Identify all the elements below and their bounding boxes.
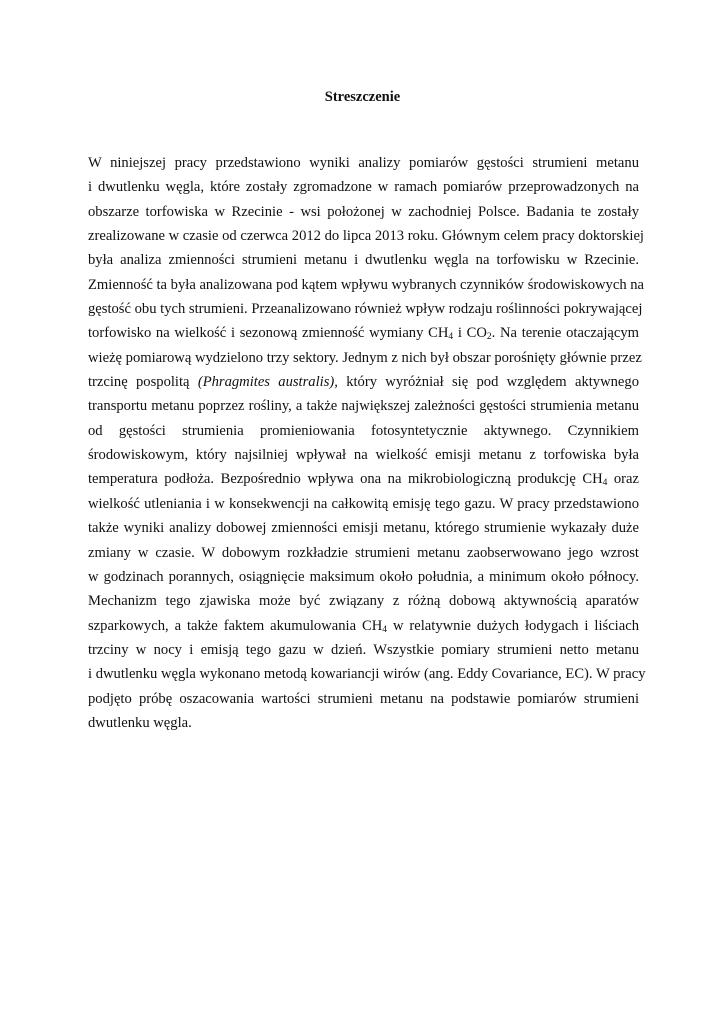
- text-line: W niniejszej pracy przedstawiono wyniki analizy pomiarów gęstości strumieni metanu: [88, 155, 639, 171]
- abstract-paragraph: [88, 151, 646, 735]
- text-line: od gęstości strumienia promieniowania fotosyntetycznie aktywnego. Czynnikiem: [88, 422, 639, 439]
- text-line: dwutlenku węgla.: [88, 714, 192, 731]
- species-name: (Phragmites australis),: [197, 374, 338, 391]
- text-line: trzcinę pospolitą (Phragmites australis), który wyróżniał się pod względem aktywnego: [88, 374, 639, 391]
- text-line: zrealizowane w czasie od czerwca 2012 do lipca 2013 roku. Głównym celem pracy doktorskiej: [88, 228, 644, 245]
- text-line: gęstość obu tych strumieni. Przeanalizowano również wpływ rodzaju roślinności pokrywającej: [88, 301, 643, 318]
- text-line: wieżę pomiarową wydzielono trzy sektory. Jednym z nich był obszar porośnięty głównie przez: [88, 349, 642, 366]
- subscript: 4: [382, 624, 388, 635]
- text-line: trzciny w nocy i emisją tego gazu w dzień. Wszystkie pomiary strumieni netto metanu: [88, 641, 639, 658]
- text-line: i dwutlenku węgla, które zostały zgromadzone w ramach pomiarów przeprowadzonych na: [88, 179, 639, 196]
- text-line: wielkość utleniania i w konsekwencji na całkowitą emisję tego gazu. W pracy przedstawiono: [88, 495, 639, 512]
- text-line: Mechanizm tego zjawiska może być związany z różną dobową aktywnością aparatów: [88, 593, 639, 610]
- subscript: 4: [448, 332, 454, 343]
- text-line: środowiskowym, który najsilniej wpływał na wielkość emisji metanu z torfowiska była: [88, 447, 639, 464]
- subscript: 4: [602, 478, 608, 489]
- subscript: 2: [486, 332, 492, 343]
- text-line: była analiza zmienności strumieni metanu i dwutlenku węgla na torfowisku w Rzecinie.: [88, 252, 639, 269]
- text-line: temperatura podłoża. Bezpośrednio wpływa ona na mikrobiologiczną produkcję $CH_4$ oraz: [88, 471, 639, 489]
- text-line: w godzinach porannych, osiągnięcie maksimum około południa, a minimum około północy.: [88, 568, 639, 585]
- text-line: podjęto próbę oszacowania wartości strumieni metanu na podstawie pomiarów strumieni: [88, 690, 639, 707]
- text-line: szparkowych, a także faktem akumulowania $CH_4$ w relatywnie dużych łodygach i liściach: [88, 617, 639, 635]
- text-line: Zmienność ta była analizowana pod kątem wpływu wybranych czynników środowiskowych na: [88, 276, 645, 293]
- text-line: torfowisko na wielkość i sezonową zmienność wymiany $CH_4$ i $CO_2$. Na terenie otaczającym: [88, 325, 640, 343]
- text-line: transportu metanu poprzez rośliny, a także największej zależności gęstości strumienia metanu: [88, 398, 639, 415]
- text-line: także wyniki analizy dobowej zmienności emisji metanu, którego strumienie wykazały duże: [88, 520, 639, 537]
- page-title: Streszczenie: [324, 89, 401, 105]
- text-line: i dwutlenku węgla wykonano metodą kowariancji wirów (ang. Eddy Covariance, EC). W pracy: [88, 666, 646, 683]
- text-line: zmiany w czasie. W dobowym rozkładzie strumieni metanu zaobserwowano jego wzrost: [88, 544, 639, 561]
- text-line: obszarze torfowiska w Rzecinie - wsi położonej w zachodniej Polsce. Badania te zostały: [88, 203, 639, 220]
